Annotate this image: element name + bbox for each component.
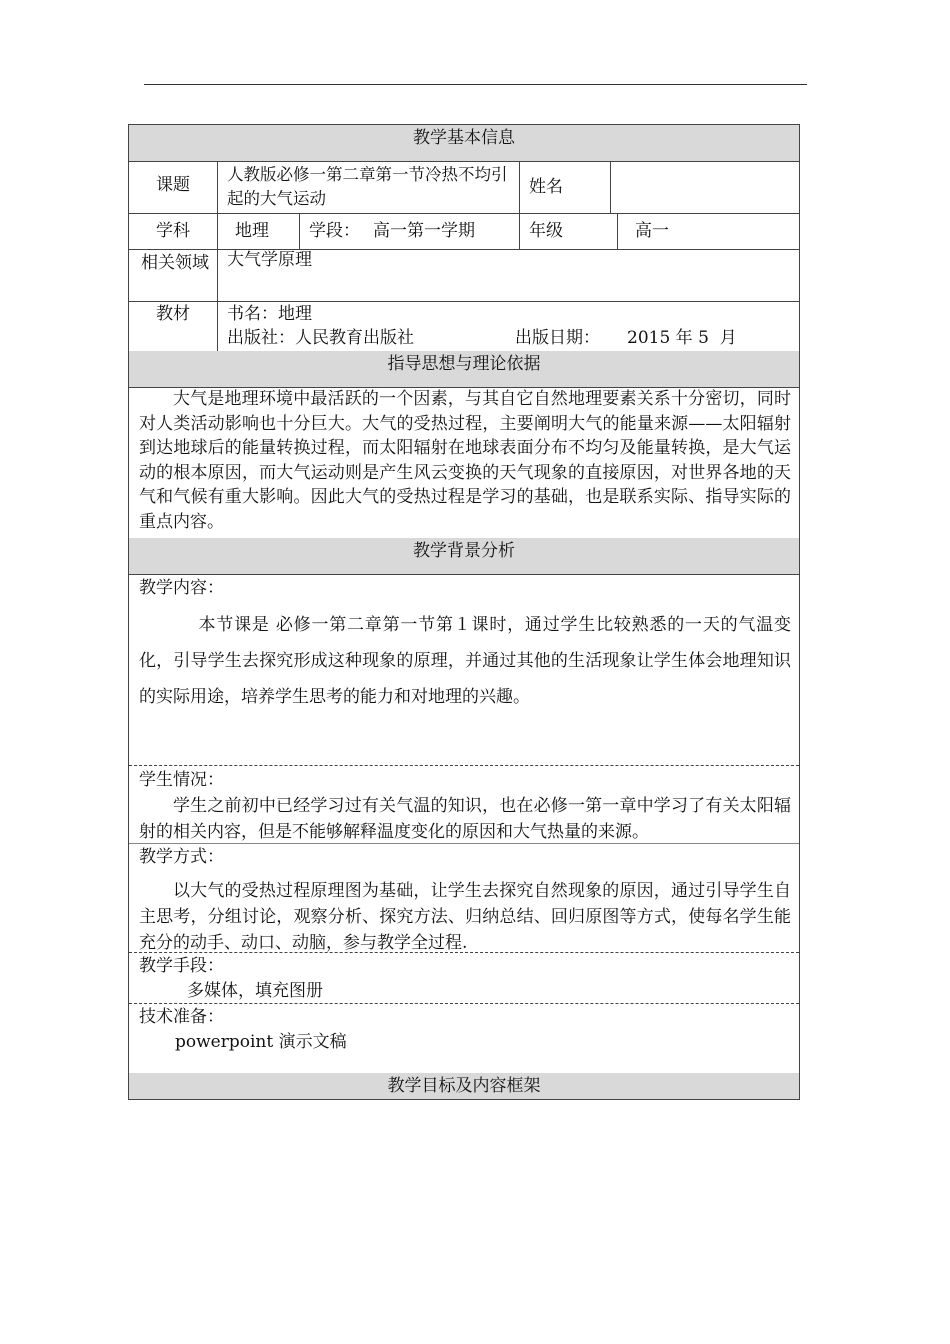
stage-value: 高一第一学期 — [373, 221, 475, 241]
section-header-basic-info — [129, 125, 799, 161]
col-divider — [217, 301, 218, 351]
lesson-plan-table — [128, 124, 800, 1100]
subject-label: 学科 — [156, 221, 190, 241]
col-divider — [617, 213, 618, 249]
grade-label: 年级 — [529, 221, 563, 241]
tech-text: powerpoint 演示文稿 — [175, 1032, 347, 1052]
section-title: 教学基本信息 — [413, 128, 515, 148]
textbook-label: 教材 — [156, 304, 190, 324]
section-title: 教学目标及内容框架 — [387, 1076, 541, 1096]
tech-label: 技术准备： — [139, 1007, 224, 1027]
col-divider — [610, 161, 611, 213]
row-divider — [129, 574, 799, 575]
col-divider — [519, 213, 520, 249]
content-label: 教学内容： — [139, 578, 224, 598]
students-label: 学生情况： — [139, 770, 224, 790]
field-label: 相关领域 — [141, 253, 209, 273]
book-name: 书名：地理 — [227, 304, 312, 324]
field-value: 大气学原理 — [227, 250, 312, 270]
section-title: 指导思想与理论依据 — [387, 354, 541, 374]
section-header-background — [129, 538, 799, 574]
guiding-theory-text: 大气是地理环境中最活跃的一个因素，与其自它自然地理要素关系十分密切，同时对人类活动影响也十分巨大。大气的受热过程，主要阐明大气的能量来源——太阳辐射到达地球后的能量转换过程，而太阳辐射在地球表面分布不均匀及能量转换，是大气运动的根本原因，而大气运动则是产生风云变换的天气现象的直接原因，对世界各地的天气和气候有重大影响。因此大气的受热过程是学习的基础，也是联系实际、指导实际的重点内容。 — [139, 389, 791, 532]
students-text: 学生之前初中已经学习过有关气温的知识，也在必修一第一章中学习了有关太阳辐射的相关内容，但是不能够解释温度变化的原因和大气热量的来源。 — [139, 796, 791, 842]
topic-label: 课题 — [156, 175, 190, 195]
dashed-divider — [129, 952, 799, 953]
stage-label: 学段： — [309, 221, 360, 241]
col-divider — [217, 213, 218, 249]
topic-value: 人教版必修一第二章第一节冷热不均引起的大气运动 — [227, 165, 508, 208]
section-header-objectives — [129, 1073, 799, 1099]
content-text: 本节课是 必修一第二章第一节第１课时，通过学生比较熟悉的一天的气温变化，引导学生去探究形成这种现象的原理，并通过其他的生活现象让学生体会地理知识的实际用途，培养学生思考的能力和对地理的兴趣。 — [139, 615, 791, 707]
grade-value: 高一 — [635, 221, 669, 241]
dashed-divider — [129, 1003, 799, 1004]
publisher: 出版社：人民教育出版社 — [227, 328, 414, 348]
section-title: 教学背景分析 — [413, 541, 515, 561]
col-divider — [299, 213, 300, 249]
subject-value: 地理 — [235, 221, 269, 241]
col-divider — [217, 249, 218, 301]
means-label: 教学手段： — [139, 956, 224, 976]
section-header-guiding-theory — [129, 351, 799, 387]
row-divider — [129, 213, 799, 214]
means-text: 多媒体，填充图册 — [187, 981, 323, 1001]
col-divider — [217, 161, 218, 213]
pub-date-value: 2015 年 5 月 — [627, 328, 737, 348]
header-rule — [144, 84, 807, 85]
row-divider — [129, 843, 799, 844]
method-label: 教学方式： — [139, 847, 224, 867]
name-label: 姓名 — [529, 177, 563, 197]
pub-date-label: 出版日期： — [515, 328, 600, 348]
row-divider — [129, 161, 799, 162]
col-divider — [519, 161, 520, 213]
method-text: 以大气的受热过程原理图为基础，让学生去探究自然现象的原因，通过引导学生自主思考，分组讨论，观察分析、探究方法、归纳总结、回归原图等方式，使每名学生能充分的动手、动口、动脑，参与教学全过程. — [139, 881, 791, 953]
dashed-divider — [129, 765, 799, 766]
